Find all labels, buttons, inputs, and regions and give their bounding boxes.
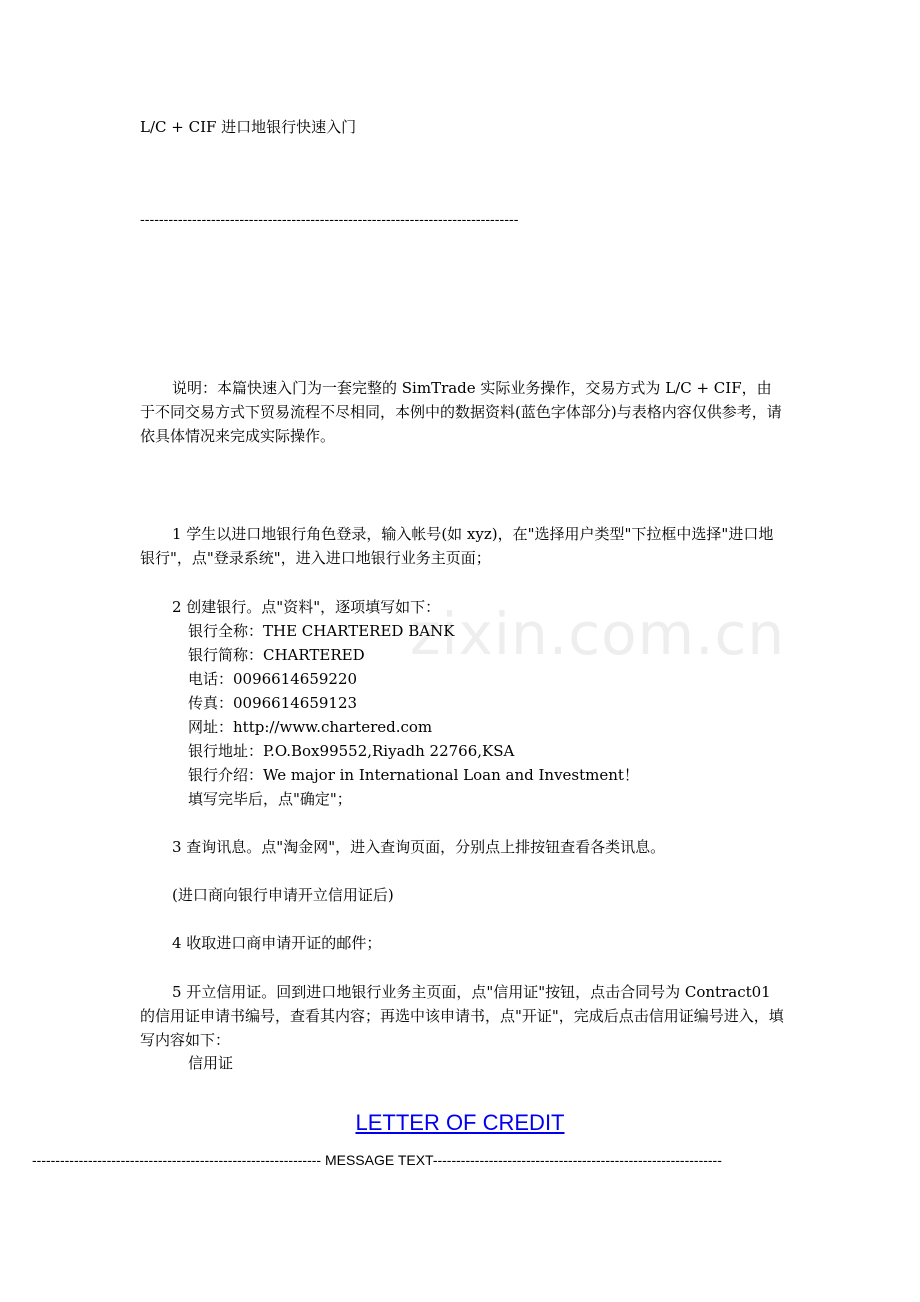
step-5: [140, 980, 785, 1052]
doc-title: L/C + CIF 进口地银行快速入门: [140, 118, 357, 136]
letter-of-credit-link[interactable]: LETTER OF CREDIT: [355, 1110, 565, 1135]
step-5-sub: 信用证: [188, 1054, 234, 1072]
step-1: [140, 522, 785, 570]
step-5-text: 5 开立信用证。回到进口地银行业务主页面，点"信用证"按钮，点击合同号为 Contract01 的信用证申请书编号，查看其内容；再选中该申请书，点"开证"，完成后点击信用证编号进入，填写内容如下：: [140, 983, 784, 1049]
bank-address: 银行地址：P.O.Box99552,Riyadh 22766,KSA: [188, 742, 515, 760]
step-2-heading: 2 创建银行。点"资料"，逐项填写如下：: [172, 598, 441, 616]
bank-phone: 电话：0096614659220: [188, 670, 358, 688]
watermark: zixin.com.cn: [410, 600, 786, 668]
step-note: (进口商向银行申请开立信用证后): [172, 886, 394, 904]
step-1-text: 1 学生以进口地银行角色登录，输入帐号(如 xyz)，在"选择用户类型"下拉框中选择"进口地银行"，点"登录系统"，进入进口地银行业务主页面；: [140, 525, 774, 567]
message-text-bar: -------------------------------------------------------------- MESSAGE TEXT--------------------------------------------------------------: [32, 1152, 722, 1168]
confirm-instruction: 填写完毕后，点"确定"；: [188, 790, 352, 808]
bank-fax: 传真：0096614659123: [188, 694, 358, 712]
intro-paragraph: [140, 376, 785, 448]
step-4: 4 收取进口商申请开证的邮件；: [172, 934, 382, 952]
bank-short-name: 银行简称：CHARTERED: [188, 646, 365, 664]
intro-text: 说明：本篇快速入门为一套完整的 SimTrade 实际业务操作，交易方式为 L/C + CIF，由于不同交易方式下贸易流程不尽相同，本例中的数据资料(蓝色字体部分)与表格内容仅供参考，请依具体情况来完成实际操作。: [140, 379, 782, 445]
bank-intro: 银行介绍：We major in International Loan and Investment！: [188, 766, 639, 784]
bank-full-name: 银行全称：THE CHARTERED BANK: [188, 622, 455, 640]
bank-website: 网址：http://www.chartered.com: [188, 718, 433, 736]
step-3: 3 查询讯息。点"淘金网"，进入查询页面，分别点上排按钮查看各类讯息。: [172, 838, 666, 856]
separator-line: --------------------------------------------------------------------------------: [140, 212, 519, 228]
